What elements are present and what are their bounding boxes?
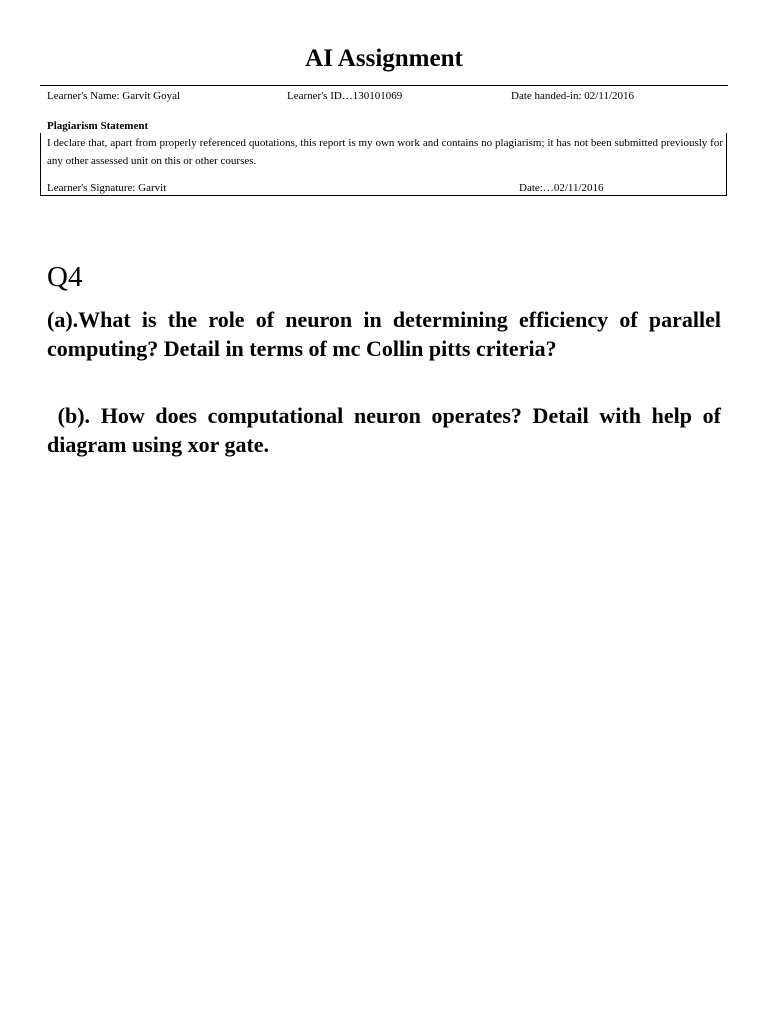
question-number: Q4 <box>47 261 83 293</box>
learner-name: Learner's Name: Garvit Goyal <box>47 90 181 102</box>
question-a: (a).What is the role of neuron in determining efficiency of parallel computing? Detail in terms of mc Collin pitts criteria? <box>47 307 721 361</box>
plagiarism-statement: I declare that, apart from properly referenced quotations, this report is my own work and contains no plagiarism; it has not been submitted previously for any other assessed unit on this or other courses. <box>47 137 723 167</box>
learner-id: Learner's ID…130101069 <box>287 90 403 102</box>
question-b-text: (b). How does computational neuron operates? Detail with help of diagram using xor gate. <box>47 403 721 457</box>
header-rule <box>40 85 728 86</box>
signature-date: Date:…02/11/2016 <box>519 182 604 194</box>
date-handed-in: Date handed-in: 02/11/2016 <box>511 90 635 102</box>
question-b <box>47 401 721 459</box>
page-title: AI Assignment <box>305 45 463 72</box>
plagiarism-heading: Plagiarism Statement <box>47 120 149 132</box>
learner-signature: Learner's Signature: Garvit <box>47 182 167 194</box>
